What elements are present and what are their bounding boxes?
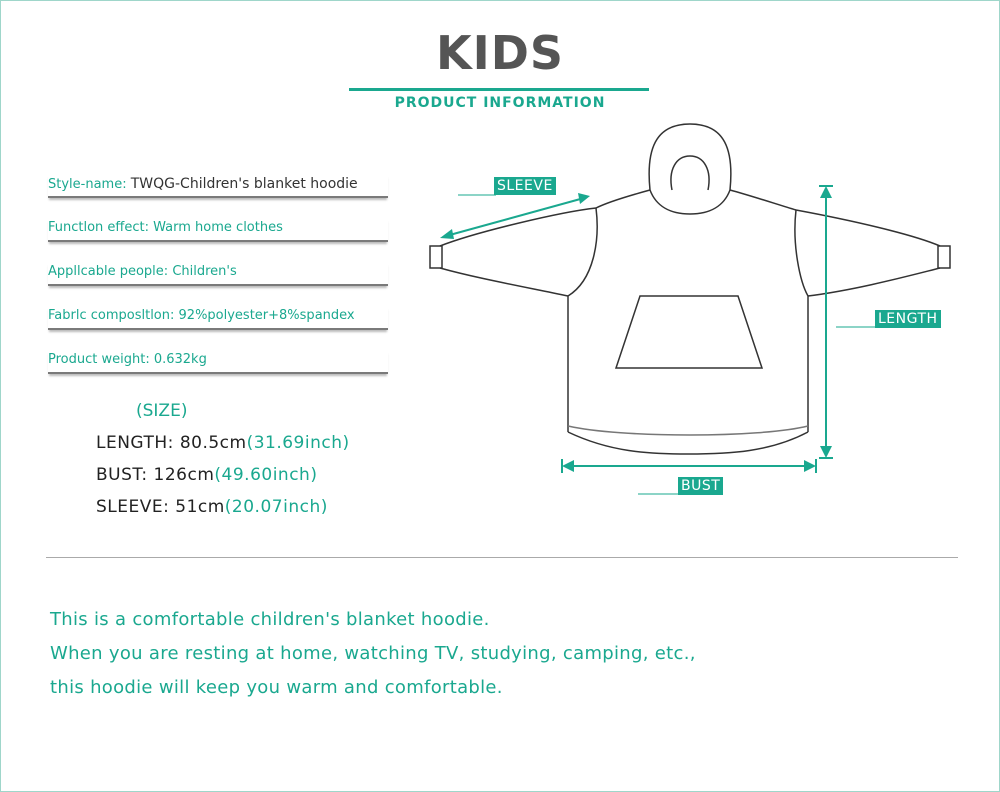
size-cm: 80.5cm [179,433,247,453]
page-title: KIDS [435,26,565,80]
size-cm: 51cm [175,497,225,517]
description-line-3: this hoodie will keep you warm and comfortable. [50,677,503,698]
size-inch: (49.60inch) [214,465,318,485]
info-value: 92%polyester+8%spandex [178,308,355,323]
info-label: Appllcable people: [48,264,169,279]
info-label: Style-name: [48,177,127,192]
section-divider [46,557,958,558]
info-value: 0.632kg [153,352,207,367]
sleeve-dimension [440,193,590,239]
sleeve-label: SLEEVE [494,177,556,195]
info-label: Fabrlc composltlon: [48,308,175,323]
description-line-1: This is a comfortable children's blanket hoodie. [50,609,490,630]
info-value: TWQG-Children's blanket hoodie [130,176,358,192]
size-inch: (31.69inch) [246,433,350,453]
bust-label: BUST [678,477,723,495]
size-label: LENGTH: [96,433,174,453]
hoodie-outline [430,124,950,454]
size-heading: (SIZE) [136,401,188,421]
length-dimension [819,186,876,458]
size-label: SLEEVE: [96,497,170,517]
page-subtitle: PRODUCT INFORMATION [394,95,606,111]
size-label: BUST: [96,465,148,485]
info-value: Warm home clothes [153,220,283,235]
info-value: Children's [172,264,237,279]
info-label: Product weight: [48,352,150,367]
size-inch: (20.07inch) [224,497,328,517]
description-line-2: When you are resting at home, watching TV, studying, camping, etc., [50,643,696,664]
info-label: Functlon effect: [48,220,150,235]
length-label: LENGTH [875,310,941,328]
size-cm: 126cm [153,465,215,485]
